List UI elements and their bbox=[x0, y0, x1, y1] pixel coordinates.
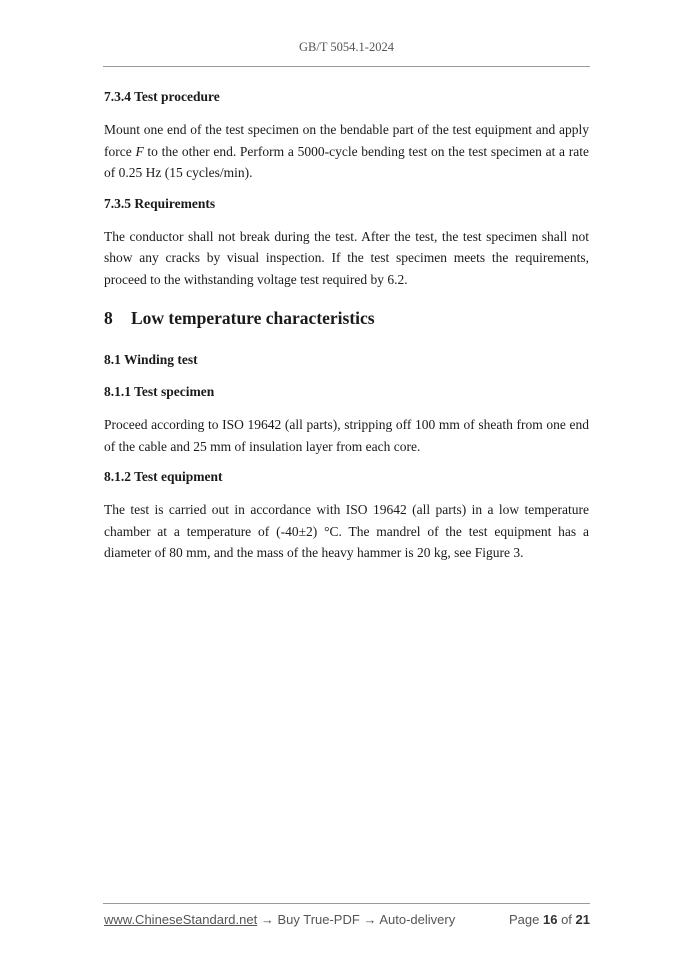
paragraph-text-part: to the other end. Perform a 5000-cycle bending test on the test specimen at a rate of 0.25 Hz (15 cycles/min). bbox=[104, 143, 589, 180]
footer-promo bbox=[104, 912, 455, 927]
site-link[interactable]: www.ChineseStandard.net bbox=[104, 912, 258, 927]
header-divider bbox=[103, 66, 590, 67]
paragraph-test-equipment: The test is carried out in accordance with ISO 19642 (all parts) in a low temperature chamber at a temperature of (-40±2) °C. The mandrel of the test equipment has a diameter of 80 mm, and the mass of the heavy hammer is 20 kg, see Figure 3. bbox=[104, 502, 589, 560]
arrow-right-icon: → bbox=[260, 912, 274, 927]
page-total: 21 bbox=[575, 912, 590, 927]
heading-section-8 bbox=[104, 306, 589, 330]
page-number bbox=[509, 912, 590, 927]
paragraph-test-procedure bbox=[104, 119, 589, 184]
heading-8-1-1: 8.1.1 Test specimen bbox=[104, 384, 215, 399]
page-footer bbox=[104, 912, 590, 932]
heading-7-3-4: 7.3.4 Test procedure bbox=[104, 89, 220, 104]
page-current: 16 bbox=[542, 912, 558, 927]
force-symbol: F bbox=[135, 143, 144, 159]
arrow-right-icon: → bbox=[363, 912, 377, 927]
paragraph-test-specimen: Proceed according to ISO 19642 (all parts), stripping off 100 mm of sheath from one end of the cable and 25 mm of insulation layer from each core. bbox=[104, 417, 589, 454]
heading-7-3-5: 7.3.5 Requirements bbox=[104, 195, 216, 211]
section-title: Low temperature characteristics bbox=[131, 308, 375, 328]
delivery-text: Auto-delivery bbox=[379, 912, 456, 927]
section-number: 8 bbox=[104, 308, 113, 328]
of-label: of bbox=[561, 912, 572, 927]
buy-text: Buy True-PDF bbox=[277, 912, 360, 927]
paragraph-text-part: Mount one end of the test specimen on the bendable part of the test equipment and apply force bbox=[104, 122, 589, 159]
heading-8-1: 8.1 Winding test bbox=[104, 352, 198, 367]
paragraph-requirements: The conductor shall not break during the test. After the test, the test specimen shall not show any cracks by visual inspection. If the test specimen meets the requirements, proceed to the withstanding voltage test required by 6.2. bbox=[104, 228, 589, 287]
footer-divider bbox=[103, 903, 590, 904]
heading-8-1-2: 8.1.2 Test equipment bbox=[104, 469, 223, 484]
page-body bbox=[104, 87, 589, 574]
page-label: Page bbox=[508, 912, 540, 927]
page-header: GB/T 5054.1-2024 bbox=[299, 40, 394, 54]
